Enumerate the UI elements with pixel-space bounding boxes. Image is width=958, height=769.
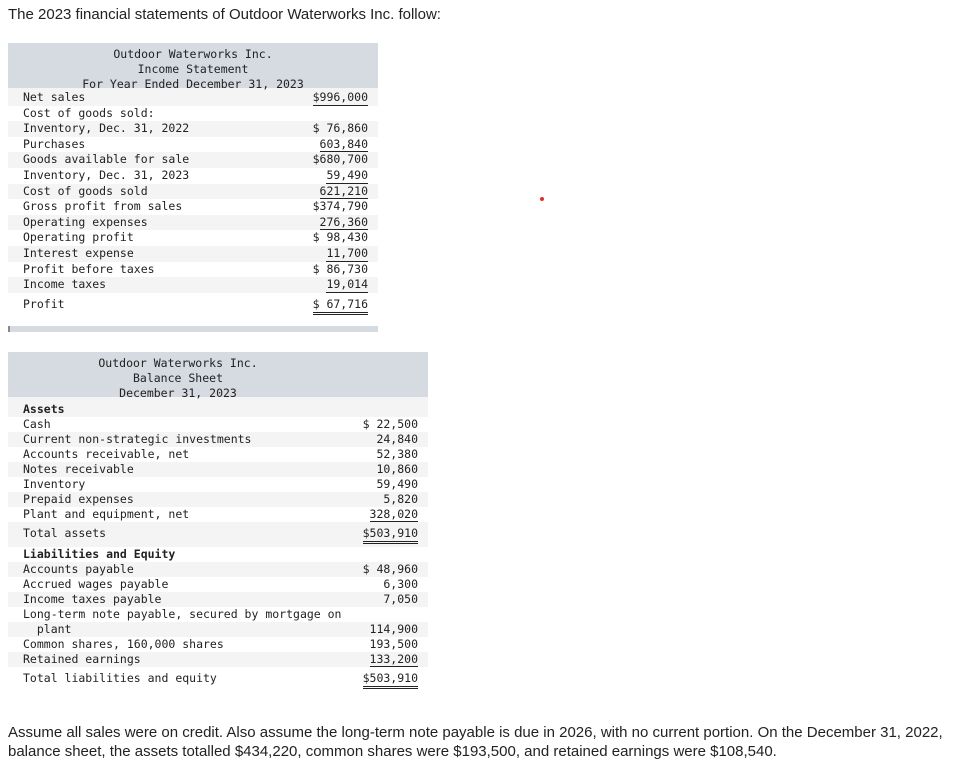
balance-row	[8, 447, 428, 462]
balance-row	[8, 622, 428, 637]
balance-row	[8, 592, 428, 607]
row-amount: 24,840	[376, 432, 418, 446]
row-label: Purchases	[23, 136, 86, 151]
intro-text: The 2023 financial statements of Outdoor Waterworks Inc. follow:	[8, 6, 441, 23]
row-amount: 5,820	[383, 492, 418, 506]
income-row	[8, 199, 378, 215]
row-amount: 6,300	[383, 577, 418, 591]
income-row	[8, 277, 378, 293]
row-label: Income taxes payable	[23, 592, 162, 606]
row-amount: 133,200	[369, 652, 418, 666]
row-label: Cost of goods sold:	[23, 105, 155, 120]
row-label: Retained earnings	[23, 652, 141, 666]
section-heading-assets: Assets	[23, 402, 65, 416]
row-label: Profit	[23, 296, 65, 311]
balance-row	[8, 462, 428, 477]
balance-row	[8, 522, 428, 545]
balance-row	[8, 402, 428, 417]
balance-row	[8, 507, 428, 522]
row-label: Operating expenses	[23, 214, 148, 229]
income-row	[8, 215, 378, 231]
income-row	[8, 90, 378, 106]
red-dot	[540, 197, 544, 201]
row-label: Long-term note payable, secured by mortgage on	[23, 607, 342, 621]
row-label: Inventory	[23, 477, 86, 491]
row-amount: 52,380	[376, 447, 418, 461]
row-label: Common shares, 160,000 shares	[23, 637, 224, 651]
row-label: Net sales	[23, 90, 86, 104]
balance-row	[8, 492, 428, 507]
row-amount: 11,700	[326, 245, 368, 260]
row-label: Total liabilities and equity	[23, 671, 217, 685]
income-period: For Year Ended December 31, 2023	[82, 77, 304, 91]
row-label: Total assets	[23, 526, 107, 540]
row-label: Notes receivable	[23, 462, 134, 476]
row-label: Prepaid expenses	[23, 492, 134, 506]
row-label: Accrued wages payable	[23, 577, 169, 591]
balance-row	[8, 432, 428, 447]
row-label: Current non-strategic investments	[23, 432, 252, 446]
income-row	[8, 184, 378, 200]
income-row	[8, 168, 378, 184]
row-label: Inventory, Dec. 31, 2023	[23, 167, 190, 182]
row-amount: $680,700	[312, 152, 368, 167]
row-label: Accounts receivable, net	[23, 447, 190, 461]
balance-date: December 31, 2023	[119, 386, 237, 400]
balance-sheet	[8, 352, 428, 698]
row-amount: $ 22,500	[362, 417, 418, 431]
balance-row	[8, 652, 428, 667]
row-label: Cash	[23, 417, 51, 431]
row-label: Profit before taxes	[23, 261, 155, 276]
row-amount: $ 67,716	[313, 296, 368, 315]
row-amount: $ 76,860	[312, 121, 368, 136]
income-row	[8, 293, 378, 316]
row-amount: $503,910	[363, 670, 418, 689]
row-amount: $374,790	[312, 199, 368, 214]
row-amount: 114,900	[369, 622, 418, 636]
row-amount: 19,014	[326, 277, 368, 292]
row-amount: 59,490	[376, 477, 418, 491]
row-amount: 276,360	[319, 214, 368, 229]
income-row	[8, 230, 378, 246]
balance-row	[8, 637, 428, 652]
row-label: Accounts payable	[23, 562, 134, 576]
row-amount: $ 86,730	[312, 261, 368, 276]
row-label: plant	[23, 622, 72, 636]
row-amount: 193,500	[369, 637, 418, 651]
balance-sheet-body	[8, 397, 428, 698]
balance-row	[8, 577, 428, 592]
balance-row	[8, 562, 428, 577]
assumptions-text: Assume all sales were on credit. Also assume the long-term note payable is due in 2026, with no current portion. On the December 31, 2022, balance sheet, the assets totalled $434,220, common shares were $193,500, and retained earnings were $108,540.	[8, 724, 943, 760]
income-row	[8, 137, 378, 153]
income-statement-title: Income Statement	[137, 62, 249, 76]
income-row	[8, 106, 378, 122]
row-amount: 621,210	[319, 183, 368, 198]
income-statement-footer-bar	[8, 326, 378, 332]
income-statement-body	[8, 88, 378, 326]
section-heading-liabilities: Liabilities and Equity	[23, 547, 176, 561]
income-statement	[8, 43, 378, 332]
income-row	[8, 121, 378, 137]
row-amount: $ 98,430	[312, 230, 368, 245]
balance-sheet-title: Balance Sheet	[132, 371, 223, 385]
row-amount: 59,490	[326, 167, 368, 182]
balance-row	[8, 477, 428, 492]
row-label: Plant and equipment, net	[23, 507, 190, 521]
balance-sheet-header	[8, 352, 428, 400]
balance-row	[8, 607, 428, 622]
income-row	[8, 262, 378, 278]
income-company-name: Outdoor Waterworks Inc.	[113, 47, 273, 61]
row-amount: 10,860	[376, 462, 418, 476]
row-label: Cost of goods sold	[23, 183, 148, 198]
row-amount: $996,000	[312, 90, 368, 104]
row-label: Gross profit from sales	[23, 199, 183, 214]
row-amount: $ 48,960	[362, 562, 418, 576]
row-amount: $503,910	[363, 525, 418, 544]
income-row	[8, 152, 378, 168]
row-label: Goods available for sale	[23, 152, 190, 167]
row-amount: 7,050	[383, 592, 418, 606]
row-amount: 603,840	[319, 136, 368, 151]
row-label: Inventory, Dec. 31, 2022	[23, 121, 190, 136]
row-label: Operating profit	[23, 230, 134, 245]
balance-row	[8, 667, 428, 690]
row-amount: 328,020	[369, 507, 418, 521]
balance-company-name: Outdoor Waterworks Inc.	[98, 356, 258, 370]
income-row	[8, 246, 378, 262]
balance-row	[8, 417, 428, 432]
row-label: Income taxes	[23, 277, 107, 292]
income-statement-header	[8, 43, 378, 91]
row-label: Interest expense	[23, 245, 134, 260]
balance-row	[8, 547, 428, 562]
